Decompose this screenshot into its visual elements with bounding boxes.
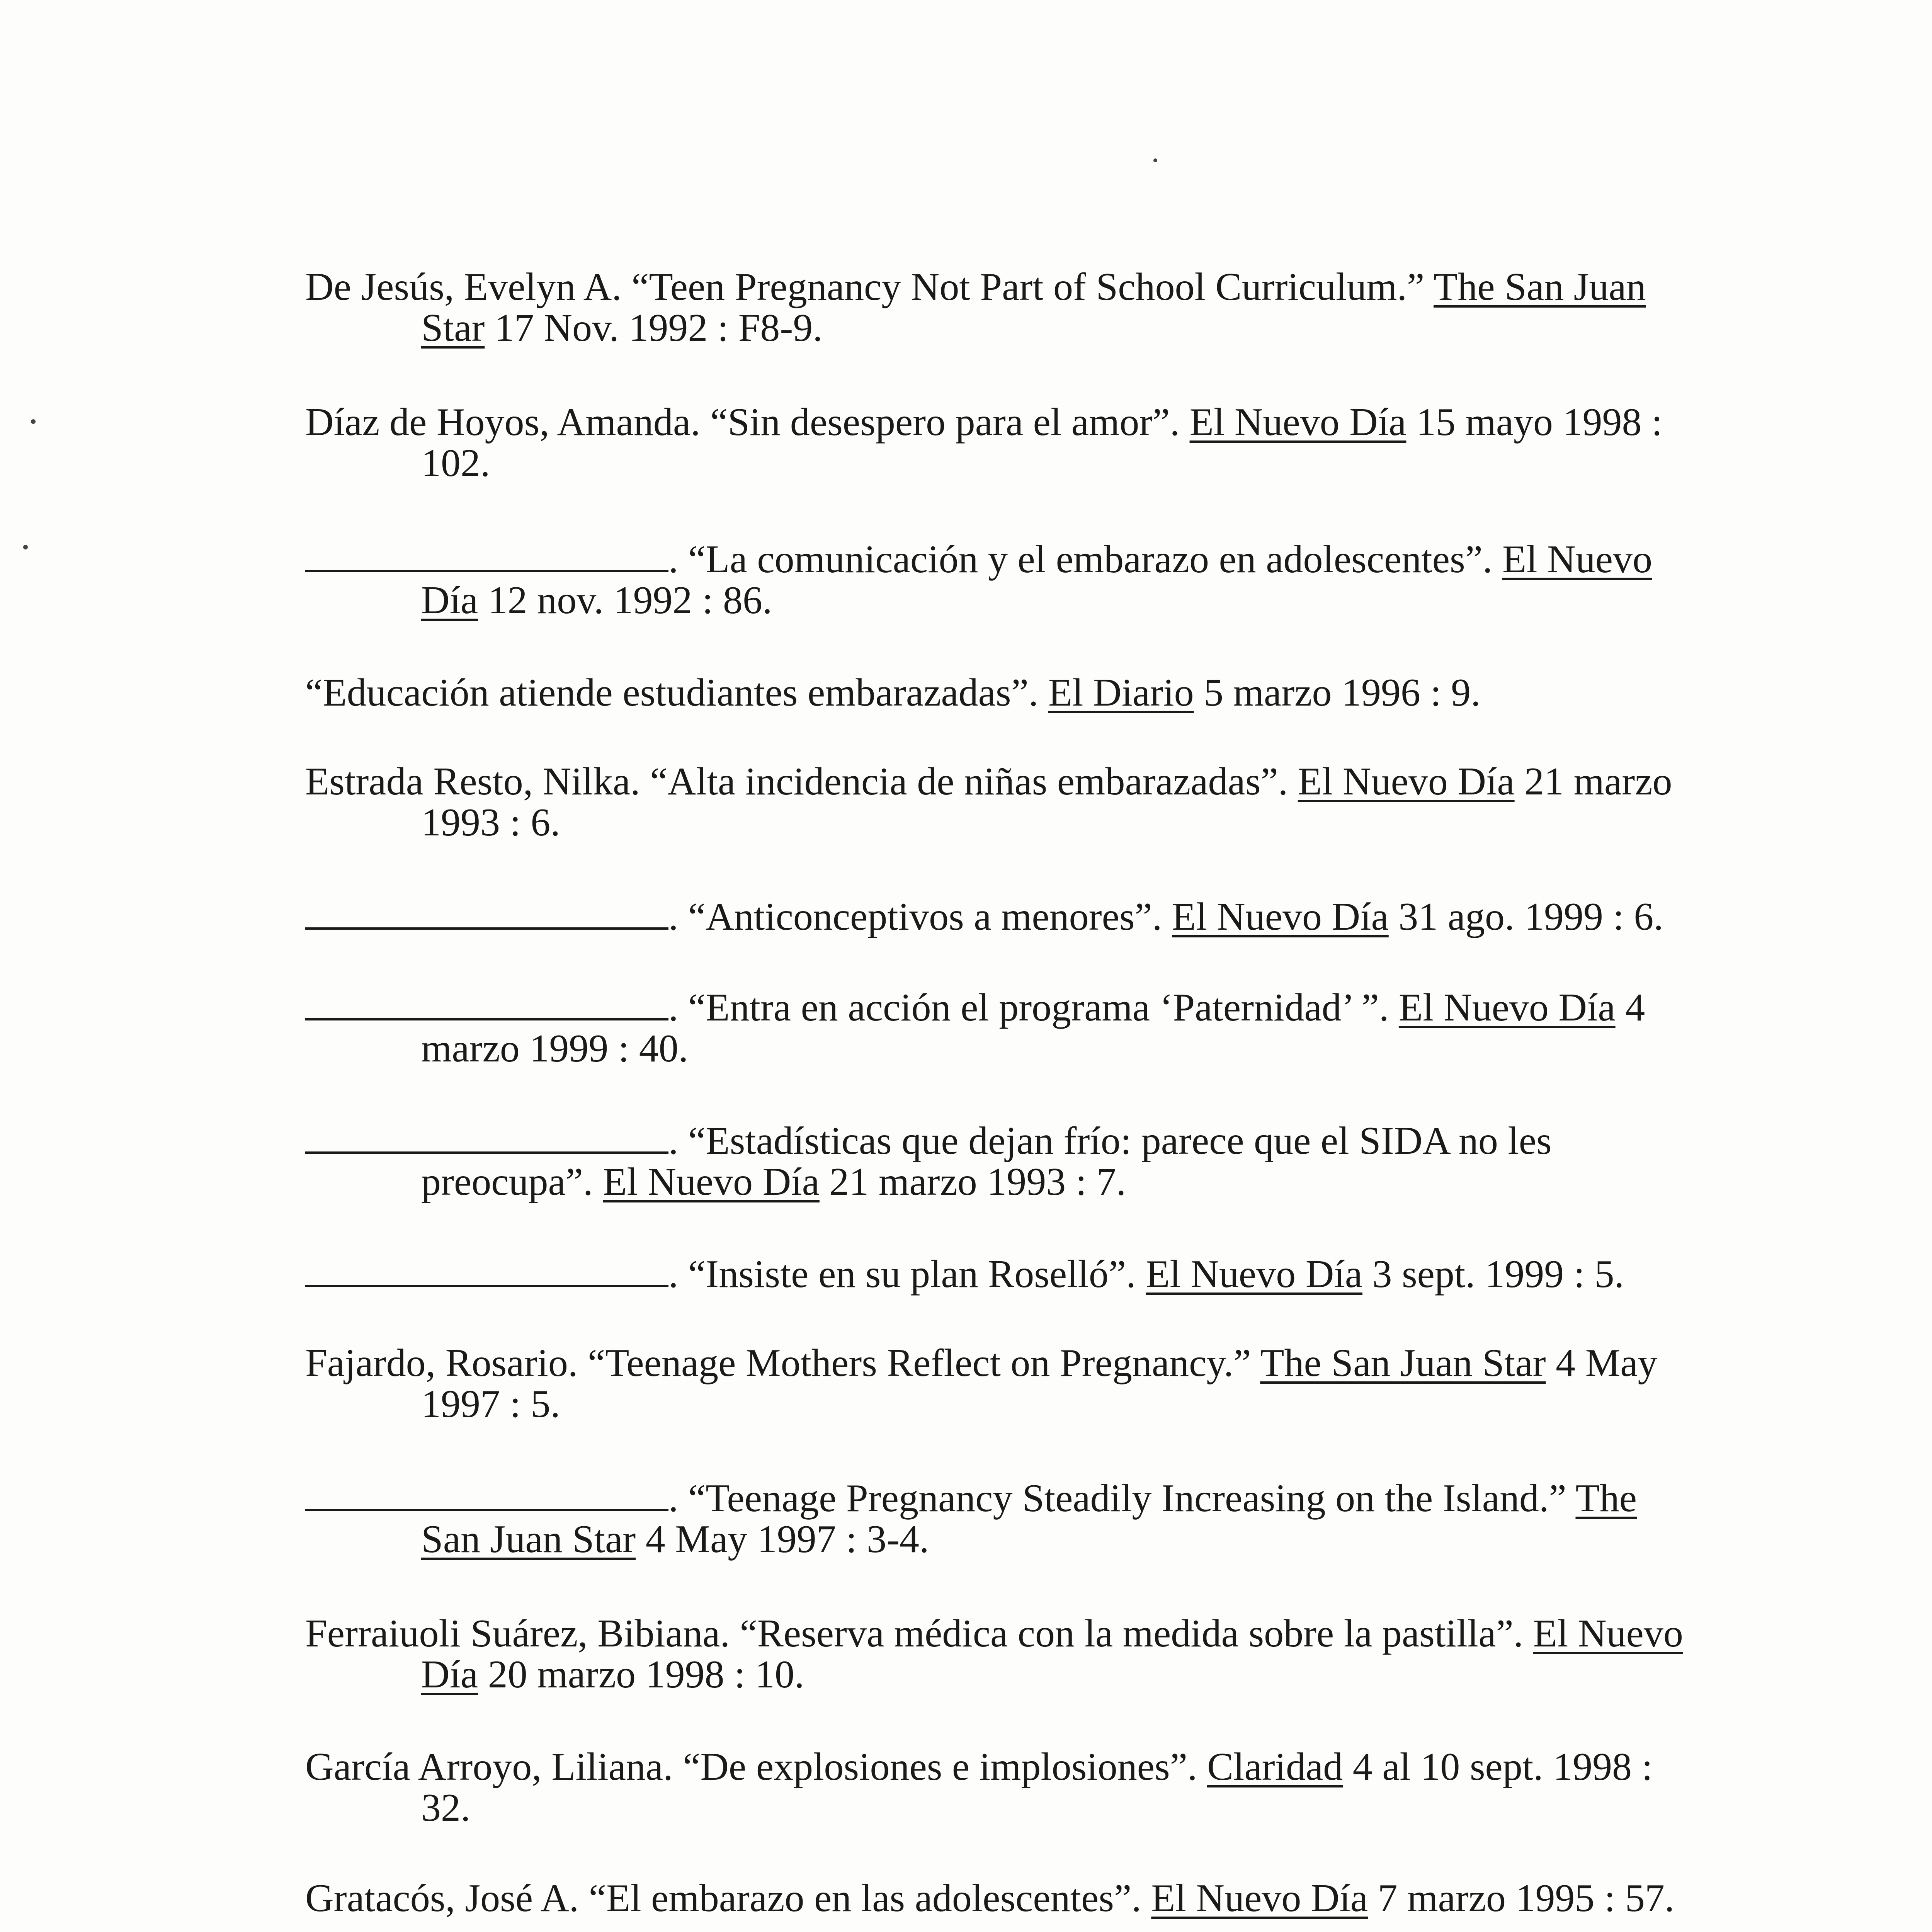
scan-speck [1153, 158, 1157, 162]
bibliography-entry [305, 1121, 1708, 1202]
entry-text: 15 mayo 1998 : [1406, 400, 1663, 444]
entry-text: 4 [1615, 986, 1645, 1029]
publication-title: Claridad [1207, 1745, 1343, 1789]
entry-text: . “Insiste en su plan Roselló”. [668, 1252, 1146, 1296]
publication-title: Día [421, 1653, 478, 1696]
publication-title: El Nuevo Día [1398, 986, 1616, 1029]
bibliography-entry [305, 896, 1708, 937]
entry-text: preocupa”. [421, 1160, 603, 1204]
entry-text: 17 Nov. 1992 : F8-9. [485, 306, 823, 350]
author-repeat-line [305, 1482, 668, 1511]
entry-text: 4 al 10 sept. 1998 : [1343, 1745, 1653, 1789]
entry-text: . “Estadísticas que dejan frío: parece que el SIDA no les [668, 1119, 1552, 1163]
author-repeat-line [305, 1258, 668, 1287]
publication-title: El Nuevo Día [1298, 760, 1515, 803]
publication-title: Día [421, 578, 478, 622]
publication-title: The [1575, 1476, 1637, 1520]
bibliography-entry [305, 402, 1708, 484]
entry-text: . “Teenage Pregnancy Steadily Increasing on the Island.” [668, 1476, 1576, 1520]
entry-text: 4 May [1546, 1341, 1658, 1385]
entry-text: 102. [421, 441, 490, 485]
entry-text: 21 marzo [1514, 760, 1672, 803]
entry-text: 3 sept. 1999 : 5. [1362, 1252, 1624, 1296]
publication-title: El Nuevo Día [603, 1160, 820, 1204]
bibliography-entry [305, 1343, 1708, 1425]
bibliography-entry [305, 672, 1708, 713]
entry-text: 1993 : 6. [421, 801, 560, 844]
entry-text: 20 marzo 1998 : 10. [478, 1653, 804, 1696]
author-repeat-line [305, 1124, 668, 1154]
bibliography-entry [305, 267, 1708, 349]
publication-title: El Nuevo Día [1151, 1876, 1368, 1920]
entry-text: 32. [421, 1786, 471, 1830]
bibliography-entry [305, 1747, 1708, 1828]
bibliography-entry [305, 1613, 1708, 1695]
entry-text: Gratacós, José A. “El embarazo en las adolescentes”. [305, 1876, 1151, 1920]
entry-text: Ferraiuoli Suárez, Bibiana. “Reserva médica con la medida sobre la pastilla”. [305, 1612, 1533, 1655]
entry-text: . “Anticonceptivos a menores”. [668, 895, 1172, 939]
publication-title: Star [421, 306, 485, 350]
entry-text: García Arroyo, Liliana. “De explosiones e implosiones”. [305, 1745, 1207, 1789]
publication-title: El Nuevo [1533, 1612, 1683, 1655]
entry-text: 12 nov. 1992 : 86. [478, 578, 772, 622]
entry-text: De Jesús, Evelyn A. “Teen Pregnancy Not Part of School Curriculum.” [305, 265, 1434, 309]
publication-title: El Nuevo [1502, 537, 1653, 581]
bibliography-entry [305, 1478, 1708, 1560]
author-repeat-line [305, 991, 668, 1020]
entry-text: “Educación atiende estudiantes embarazadas”. [305, 671, 1048, 714]
author-repeat-line [305, 900, 668, 930]
publication-title: El Nuevo Día [1189, 400, 1406, 444]
entry-text: . “Entra en acción el programa ‘Paternidad’ ”. [668, 986, 1399, 1029]
scan-speck [31, 419, 36, 424]
entry-text: 21 marzo 1993 : 7. [819, 1160, 1126, 1204]
entry-text: 1997 : 5. [421, 1382, 560, 1426]
scan-speck [23, 545, 28, 549]
entry-text: 31 ago. 1999 : 6. [1388, 895, 1663, 939]
publication-title: El Diario [1048, 671, 1194, 714]
publication-title: The San Juan [1434, 265, 1646, 309]
entry-text: 5 marzo 1996 : 9. [1194, 671, 1481, 714]
publication-title: El Nuevo Día [1146, 1252, 1362, 1296]
entry-text: 4 May 1997 : 3-4. [636, 1517, 929, 1561]
bibliography-entry [305, 987, 1708, 1069]
entry-text: Estrada Resto, Nilka. “Alta incidencia de niñas embarazadas”. [305, 760, 1298, 803]
entry-text: Fajardo, Rosario. “Teenage Mothers Reflect on Pregnancy.” [305, 1341, 1260, 1385]
publication-title: El Nuevo Día [1172, 895, 1389, 939]
bibliography-entry [305, 761, 1708, 843]
entry-text: Díaz de Hoyos, Amanda. “Sin desespero para el amor”. [305, 400, 1190, 444]
bibliography-entry [305, 1254, 1708, 1295]
author-repeat-line [305, 543, 668, 572]
publication-title: The San Juan Star [1260, 1341, 1546, 1385]
bibliography-entry [305, 1878, 1708, 1919]
bibliography-entry [305, 539, 1708, 621]
entry-text: . “La comunicación y el embarazo en adolescentes”. [668, 537, 1502, 581]
publication-title: San Juan Star [421, 1517, 636, 1561]
entry-text: 7 marzo 1995 : 57. [1368, 1876, 1675, 1920]
entry-text: marzo 1999 : 40. [421, 1027, 689, 1070]
